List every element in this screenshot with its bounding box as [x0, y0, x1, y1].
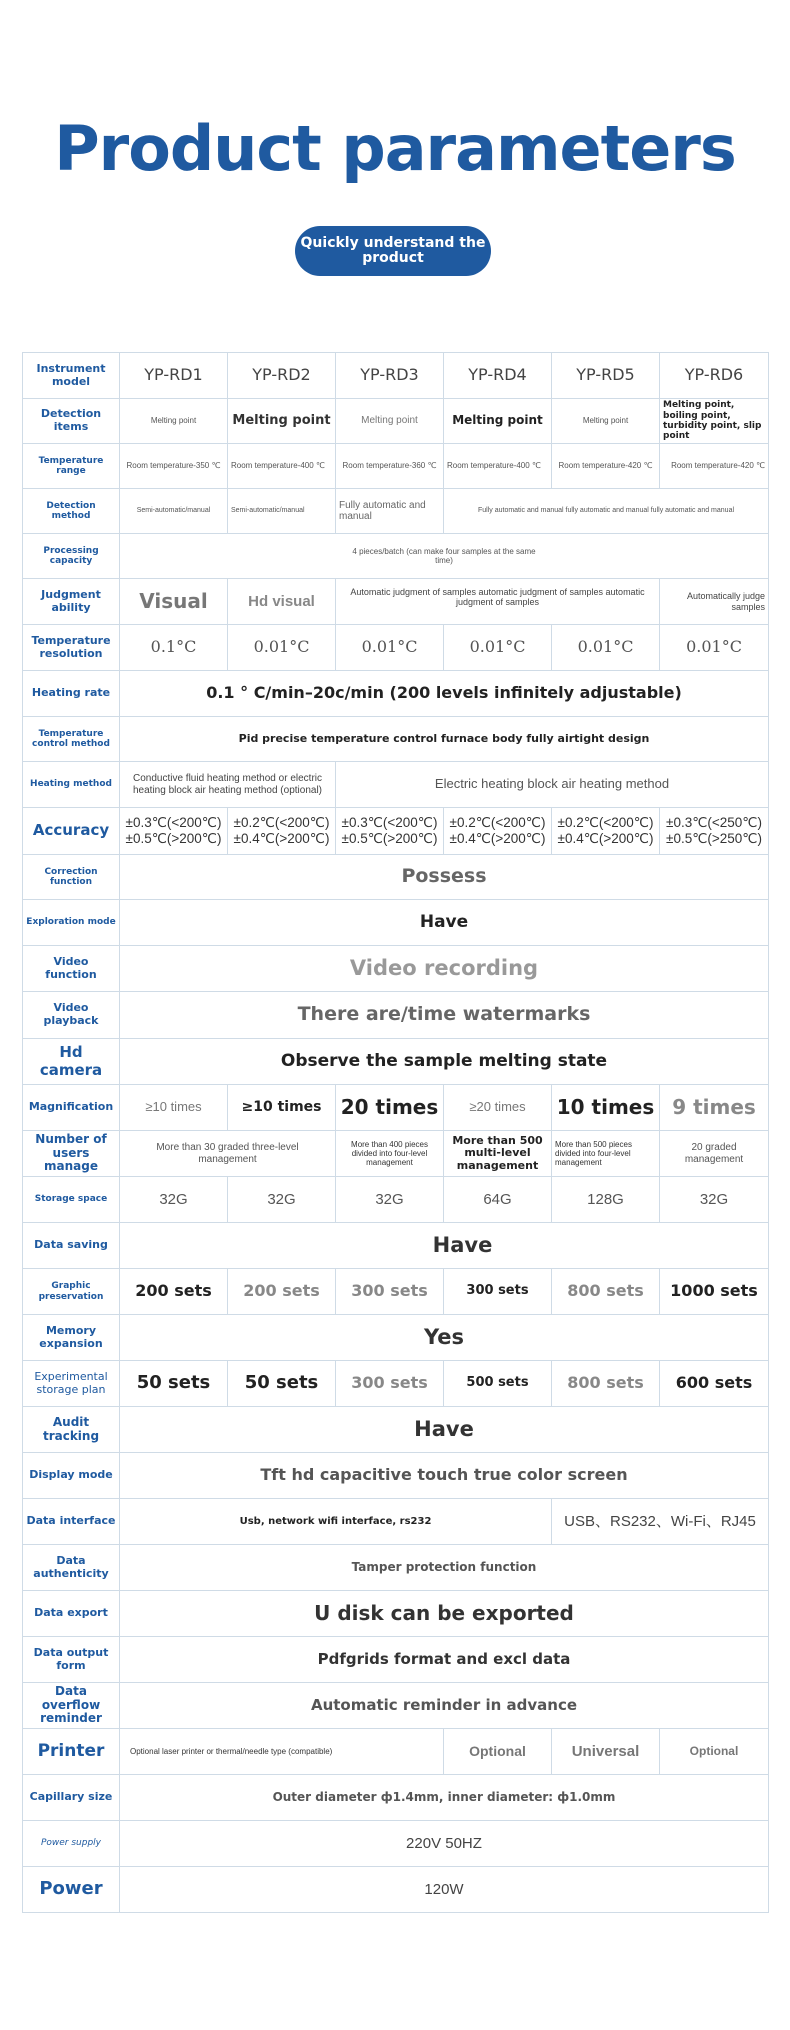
row-label: Exploration mode [23, 900, 120, 946]
value-cell: Fully automatic and manual fully automatic and manual fully automatic and manual [444, 489, 769, 534]
row-label: Memory expansion [23, 1315, 120, 1361]
value-cell: 800 sets [552, 1269, 660, 1315]
model-cell: YP-RD5 [552, 353, 660, 399]
row-label: Temperature range [23, 444, 120, 489]
row-exploration-mode [23, 900, 769, 946]
row-label: Instrument model [23, 353, 120, 399]
value-cell: 1000 sets [660, 1269, 769, 1315]
model-cell: YP-RD6 [660, 353, 769, 399]
row-label: Video playback [23, 992, 120, 1039]
value-cell: 200 sets [120, 1269, 228, 1315]
value-cell: Tft hd capacitive touch true color screen [120, 1453, 769, 1499]
row-label: Detection items [23, 399, 120, 444]
value-cell: 800 sets [552, 1361, 660, 1407]
quick-understand-button[interactable]: Quickly understand the product [295, 226, 491, 276]
accuracy-high: ±0.5℃(>200℃) [125, 831, 222, 846]
value-cell: 300 sets [444, 1269, 552, 1315]
accuracy-high: ±0.4℃(>200℃) [449, 831, 546, 846]
value-cell: Pid precise temperature control furnace body fully airtight design [120, 717, 769, 762]
value-cell: Pdfgrids format and excl data [120, 1637, 769, 1683]
row-experimental-storage-plan [23, 1361, 769, 1407]
row-number-of-users [23, 1131, 769, 1177]
value-cell: 220V 50HZ [120, 1821, 769, 1867]
value-cell: More than 400 pieces divided into four-level management [336, 1131, 444, 1177]
row-judgment-ability [23, 579, 769, 625]
accuracy-low: ±0.2℃(<200℃) [233, 815, 330, 831]
value-cell: More than 500 multi-level management [444, 1131, 552, 1177]
row-magnification [23, 1085, 769, 1131]
value-cell: 50 sets [228, 1361, 336, 1407]
value-cell: Semi-automatic/manual [120, 489, 228, 534]
value-cell: Have [120, 900, 769, 946]
value-cell: Room temperature-400 ℃ [228, 444, 336, 489]
row-label: Graphic preservation [23, 1269, 120, 1315]
value-cell: Yes [120, 1315, 769, 1361]
value-cell: 0.01°C [660, 625, 769, 671]
value-cell: 500 sets [444, 1361, 552, 1407]
value-cell: Fully automatic and manual [336, 489, 444, 534]
value-cell: Melting point [336, 399, 444, 444]
row-label: Heating method [23, 762, 120, 808]
value-cell: Optional [444, 1729, 552, 1775]
row-detection-method [23, 489, 769, 534]
row-graphic-preservation [23, 1269, 769, 1315]
value-cell: ≥10 times [228, 1085, 336, 1131]
row-instrument-model [23, 353, 769, 399]
row-printer [23, 1729, 769, 1775]
value-cell: Optional laser printer or thermal/needle type (compatible) [120, 1729, 444, 1775]
row-power [23, 1867, 769, 1913]
value-cell: Room temperature-360 ℃ [336, 444, 444, 489]
value-cell: USB、RS232、Wi-Fi、RJ45 [552, 1499, 769, 1545]
row-label: Data interface [23, 1499, 120, 1545]
value-cell: Melting point [228, 399, 336, 444]
row-label: Power supply [23, 1821, 120, 1867]
value-cell [120, 808, 228, 855]
row-detection-items [23, 399, 769, 444]
row-temperature-resolution [23, 625, 769, 671]
accuracy-high: ±0.4℃(>200℃) [233, 831, 330, 846]
value-cell: 32G [660, 1177, 769, 1223]
value-cell: Room temperature-420 ℃ [552, 444, 660, 489]
row-heating-rate [23, 671, 769, 717]
value-cell: Usb, network wifi interface, rs232 [120, 1499, 552, 1545]
model-cell: YP-RD4 [444, 353, 552, 399]
row-memory-expansion [23, 1315, 769, 1361]
accuracy-low: ±0.2℃(<200℃) [449, 815, 546, 831]
value-cell: Video recording [120, 946, 769, 992]
row-temperature-range [23, 444, 769, 489]
row-label: Data output form [23, 1637, 120, 1683]
value-cell: Outer diameter ф1.4mm, inner diameter: ф1.0mm [120, 1775, 769, 1821]
row-label: Experimental storage plan [23, 1361, 120, 1407]
row-power-supply [23, 1821, 769, 1867]
value-cell: Room temperature-400 ℃ [444, 444, 552, 489]
row-label: Temperature control method [23, 717, 120, 762]
accuracy-low: ±0.3℃(<200℃) [125, 815, 222, 831]
row-data-interface [23, 1499, 769, 1545]
product-parameters-table [22, 352, 769, 1913]
accuracy-high: ±0.4℃(>200℃) [557, 831, 654, 846]
value-cell: ≥10 times [120, 1085, 228, 1131]
row-heating-method [23, 762, 769, 808]
row-label: Judgment ability [23, 579, 120, 625]
value-cell: 20 times [336, 1085, 444, 1131]
value-cell: 32G [120, 1177, 228, 1223]
accuracy-high: ±0.5℃(>200℃) [341, 831, 438, 846]
value-cell: Automatic reminder in advance [120, 1683, 769, 1729]
value-cell: Possess [120, 855, 769, 900]
value-cell: Melting point [444, 399, 552, 444]
value-cell: Tamper protection function [120, 1545, 769, 1591]
row-correction-function [23, 855, 769, 900]
row-label: Data overflow reminder [23, 1683, 120, 1729]
value-cell: Observe the sample melting state [120, 1039, 769, 1085]
row-data-authenticity [23, 1545, 769, 1591]
row-label: Display mode [23, 1453, 120, 1499]
row-data-overflow-reminder [23, 1683, 769, 1729]
value-cell: Melting point [552, 399, 660, 444]
value-cell: 64G [444, 1177, 552, 1223]
value-cell: Universal [552, 1729, 660, 1775]
value-cell: 10 times [552, 1085, 660, 1131]
row-label: Capillary size [23, 1775, 120, 1821]
row-temperature-control-method [23, 717, 769, 762]
value-cell: 120W [120, 1867, 769, 1913]
value-cell: 0.1°C [120, 625, 228, 671]
row-hd-camera [23, 1039, 769, 1085]
row-data-output-form [23, 1637, 769, 1683]
value-cell [228, 808, 336, 855]
row-audit-tracking [23, 1407, 769, 1453]
value-cell [660, 808, 769, 855]
row-label: Storage space [23, 1177, 120, 1223]
value-cell: 300 sets [336, 1361, 444, 1407]
accuracy-low: ±0.3℃(<250℃) [666, 815, 762, 831]
value-cell: Automatic judgment of samples automatic judgment of samples automatic judgment of samples [336, 579, 660, 625]
row-data-export [23, 1591, 769, 1637]
value-cell: 0.01°C [336, 625, 444, 671]
row-label: Data export [23, 1591, 120, 1637]
value-cell [444, 808, 552, 855]
model-cell: YP-RD1 [120, 353, 228, 399]
value-cell: Room temperature-420 ℃ [660, 444, 769, 489]
value-cell: Melting point [120, 399, 228, 444]
row-label: Correction function [23, 855, 120, 900]
value-cell: Hd visual [228, 579, 336, 625]
value-cell: 32G [228, 1177, 336, 1223]
row-label: Accuracy [23, 808, 120, 855]
value-cell: 200 sets [228, 1269, 336, 1315]
model-cell: YP-RD3 [336, 353, 444, 399]
value-cell: Automatically judge samples [660, 579, 769, 625]
accuracy-high: ±0.5℃(>250℃) [666, 831, 762, 846]
value-cell: More than 500 pieces divided into four-level management [552, 1131, 660, 1177]
row-accuracy [23, 808, 769, 855]
value-cell: There are/time watermarks [120, 992, 769, 1039]
value-cell: Have [120, 1223, 769, 1269]
row-label: Power [23, 1867, 120, 1913]
value-cell: 0.01°C [552, 625, 660, 671]
row-processing-capacity [23, 534, 769, 579]
value-cell: Electric heating block air heating method [336, 762, 769, 808]
value-cell [552, 808, 660, 855]
accuracy-low: ±0.3℃(<200℃) [341, 815, 438, 831]
row-data-saving [23, 1223, 769, 1269]
value-cell: 300 sets [336, 1269, 444, 1315]
row-label: Magnification [23, 1085, 120, 1131]
value-cell: Optional [660, 1729, 769, 1775]
value-cell: 0.1 ° C/min–20c/min (200 levels infinitely adjustable) [120, 671, 769, 717]
row-label: Hd camera [23, 1039, 120, 1085]
value-cell: Conductive fluid heating method or electric heating block air heating method (optional) [120, 762, 336, 808]
row-video-playback [23, 992, 769, 1039]
value-cell: More than 30 graded three-level management [120, 1131, 336, 1177]
value-cell: 0.01°C [444, 625, 552, 671]
row-label: Number of users manage [23, 1131, 120, 1177]
row-label: Processing capacity [23, 534, 120, 579]
value-cell: 600 sets [660, 1361, 769, 1407]
row-label: Printer [23, 1729, 120, 1775]
row-label: Heating rate [23, 671, 120, 717]
row-label: Temperature resolution [23, 625, 120, 671]
row-display-mode [23, 1453, 769, 1499]
page-title: Product parameters [54, 112, 736, 185]
row-storage-space [23, 1177, 769, 1223]
value-cell: Visual [120, 579, 228, 625]
value-cell: Have [120, 1407, 769, 1453]
model-cell: YP-RD2 [228, 353, 336, 399]
row-label: Data authenticity [23, 1545, 120, 1591]
row-label: Video function [23, 946, 120, 992]
row-label: Audit tracking [23, 1407, 120, 1453]
value-cell [336, 808, 444, 855]
value-cell: U disk can be exported [120, 1591, 769, 1637]
value-cell: 50 sets [120, 1361, 228, 1407]
row-label: Detection method [23, 489, 120, 534]
accuracy-low: ±0.2℃(<200℃) [557, 815, 654, 831]
row-capillary-size [23, 1775, 769, 1821]
value-cell: 4 pieces/batch (can make four samples at the same time) [120, 534, 769, 579]
value-cell: 0.01°C [228, 625, 336, 671]
value-cell: Semi-automatic/manual [228, 489, 336, 534]
value-cell: 20 graded management [660, 1131, 769, 1177]
row-label: Data saving [23, 1223, 120, 1269]
value-cell: 9 times [660, 1085, 769, 1131]
row-video-function [23, 946, 769, 992]
value-cell: 128G [552, 1177, 660, 1223]
value-cell: 32G [336, 1177, 444, 1223]
value-cell: ≥20 times [444, 1085, 552, 1131]
value-cell: Room temperature-350 ℃ [120, 444, 228, 489]
value-cell: Melting point, boiling point, turbidity point, slip point [660, 399, 769, 444]
